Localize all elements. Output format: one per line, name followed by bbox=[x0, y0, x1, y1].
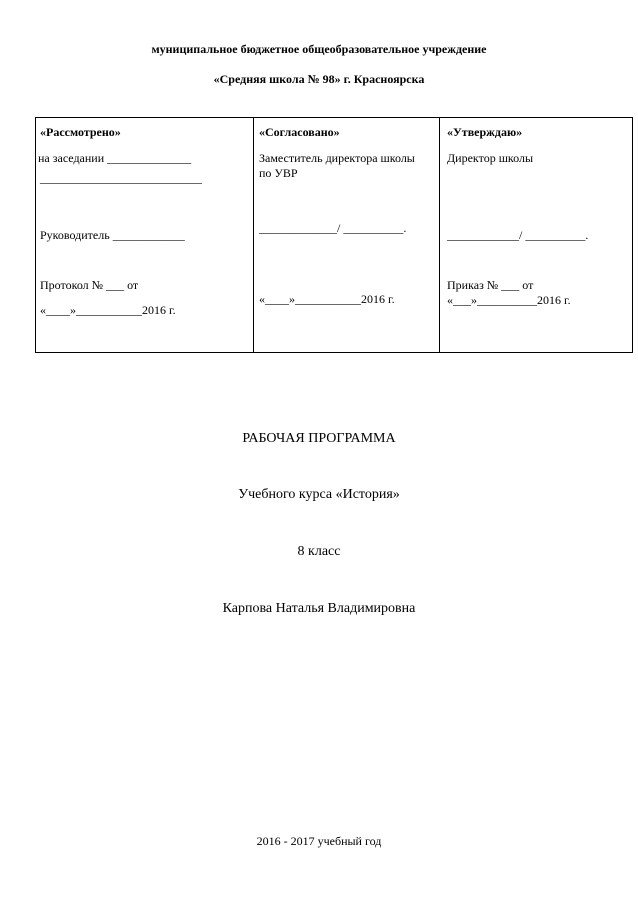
approved-title: «Утверждаю» bbox=[447, 125, 523, 139]
deputy-role-line1: Заместитель директора школы bbox=[259, 151, 415, 165]
course-name: Учебного курса «История» bbox=[238, 487, 400, 502]
meeting-line: на заседании ______________ bbox=[38, 151, 192, 165]
approval-table bbox=[35, 117, 633, 353]
approved-cell bbox=[440, 118, 632, 352]
director-role-line: Директор школы bbox=[447, 151, 534, 165]
agreed-date-line: «____»___________2016 г. bbox=[259, 292, 395, 306]
agreed-cell bbox=[254, 118, 440, 352]
institution-type: муниципальное бюджетное общеобразовательное учреждение bbox=[151, 42, 487, 56]
reviewed-title: «Рассмотрено» bbox=[40, 125, 121, 139]
program-title: РАБОЧАЯ ПРОГРАММА bbox=[242, 431, 396, 446]
director-signature-line: ____________/ __________. bbox=[447, 228, 589, 242]
protocol-line: Протокол № ___ от bbox=[40, 278, 139, 292]
grade-level: 8 класс bbox=[297, 544, 341, 559]
reviewed-cell bbox=[36, 118, 254, 352]
academic-year: 2016 - 2017 учебный год bbox=[256, 834, 382, 848]
author-name: Карпова Наталья Владимировна bbox=[222, 601, 416, 616]
approved-date-line: «___»__________2016 г. bbox=[447, 293, 571, 307]
deputy-role-line2: по УВР bbox=[259, 166, 298, 180]
head-signature-line: Руководитель ____________ bbox=[40, 228, 185, 242]
agreed-title: «Согласовано» bbox=[259, 125, 340, 139]
deputy-signature-line: _____________/ __________. bbox=[259, 221, 407, 235]
meeting-underline: ___________________________ bbox=[40, 171, 202, 185]
school-name: «Средняя школа № 98» г. Красноярска bbox=[213, 72, 425, 86]
reviewed-date-line: «____»___________2016 г. bbox=[40, 303, 176, 317]
order-line: Приказ № ___ от bbox=[447, 278, 534, 292]
